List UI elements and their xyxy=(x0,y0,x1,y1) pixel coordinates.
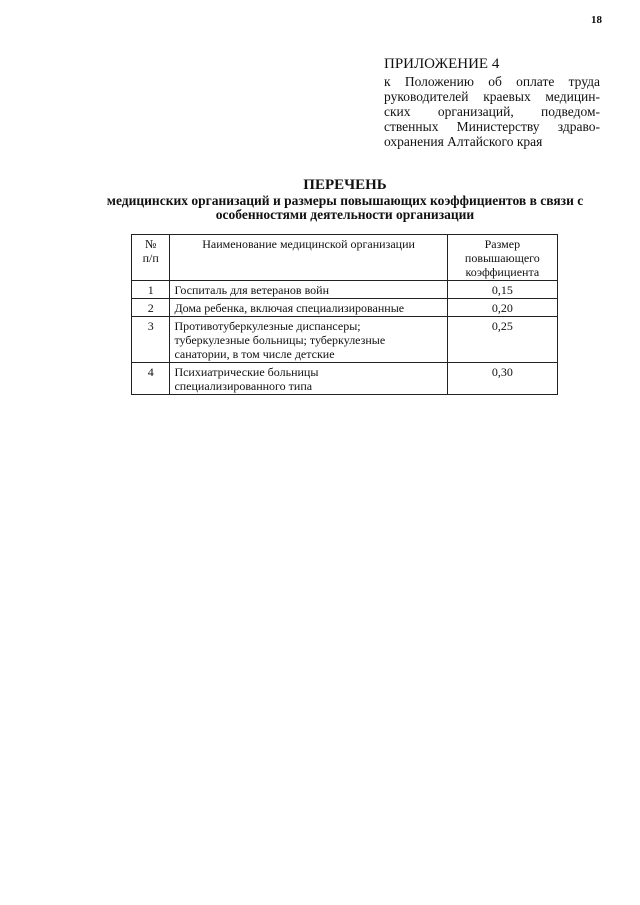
appendix-line: руководителей краевых медицин- xyxy=(384,89,600,104)
row-organization-name: Дома ребенка, включая специализированные xyxy=(170,299,447,317)
row-number: 4 xyxy=(132,363,170,395)
table-row xyxy=(132,317,558,363)
row-coefficient: 0,25 xyxy=(447,317,557,363)
table-row xyxy=(132,363,558,395)
page-number: 18 xyxy=(591,14,602,26)
heading-title: ПЕРЕЧЕНЬ xyxy=(303,177,387,193)
row-organization-name: Противотуберкулезные диспансеры; туберкулезные больницы; туберкулезные санатории, в том числе детские xyxy=(170,317,447,363)
row-organization-name: Госпиталь для ветеранов войн xyxy=(170,281,447,299)
appendix-line: охранения Алтайского края xyxy=(384,134,543,149)
table-row xyxy=(132,281,558,299)
row-coefficient: 0,30 xyxy=(447,363,557,395)
appendix-title: ПРИЛОЖЕНИЕ 4 xyxy=(384,56,500,72)
document-heading xyxy=(80,177,610,222)
header-organization-name: Наименование медицинской организации xyxy=(170,235,447,281)
appendix-line: ственных Министерству здраво- xyxy=(384,119,600,134)
heading-subtitle-line: особенностями деятельности организации xyxy=(215,207,475,222)
table-header-row xyxy=(132,235,558,281)
appendix-block xyxy=(384,56,600,149)
header-number: № п/п xyxy=(132,235,170,281)
row-number: 3 xyxy=(132,317,170,363)
header-coefficient: Размер повышающего коэффициента xyxy=(447,235,557,281)
row-number: 1 xyxy=(132,281,170,299)
table-row xyxy=(132,299,558,317)
row-organization-name: Психиатрические больницы специализированного типа xyxy=(170,363,447,395)
appendix-line: ских организаций, подведом- xyxy=(384,104,600,119)
heading-subtitle-line: медицинских организаций и размеры повышающих коэффициентов в связи с xyxy=(106,193,584,208)
organizations-table xyxy=(131,234,558,395)
appendix-line: к Положению об оплате труда xyxy=(384,74,600,89)
row-number: 2 xyxy=(132,299,170,317)
row-coefficient: 0,20 xyxy=(447,299,557,317)
row-coefficient: 0,15 xyxy=(447,281,557,299)
